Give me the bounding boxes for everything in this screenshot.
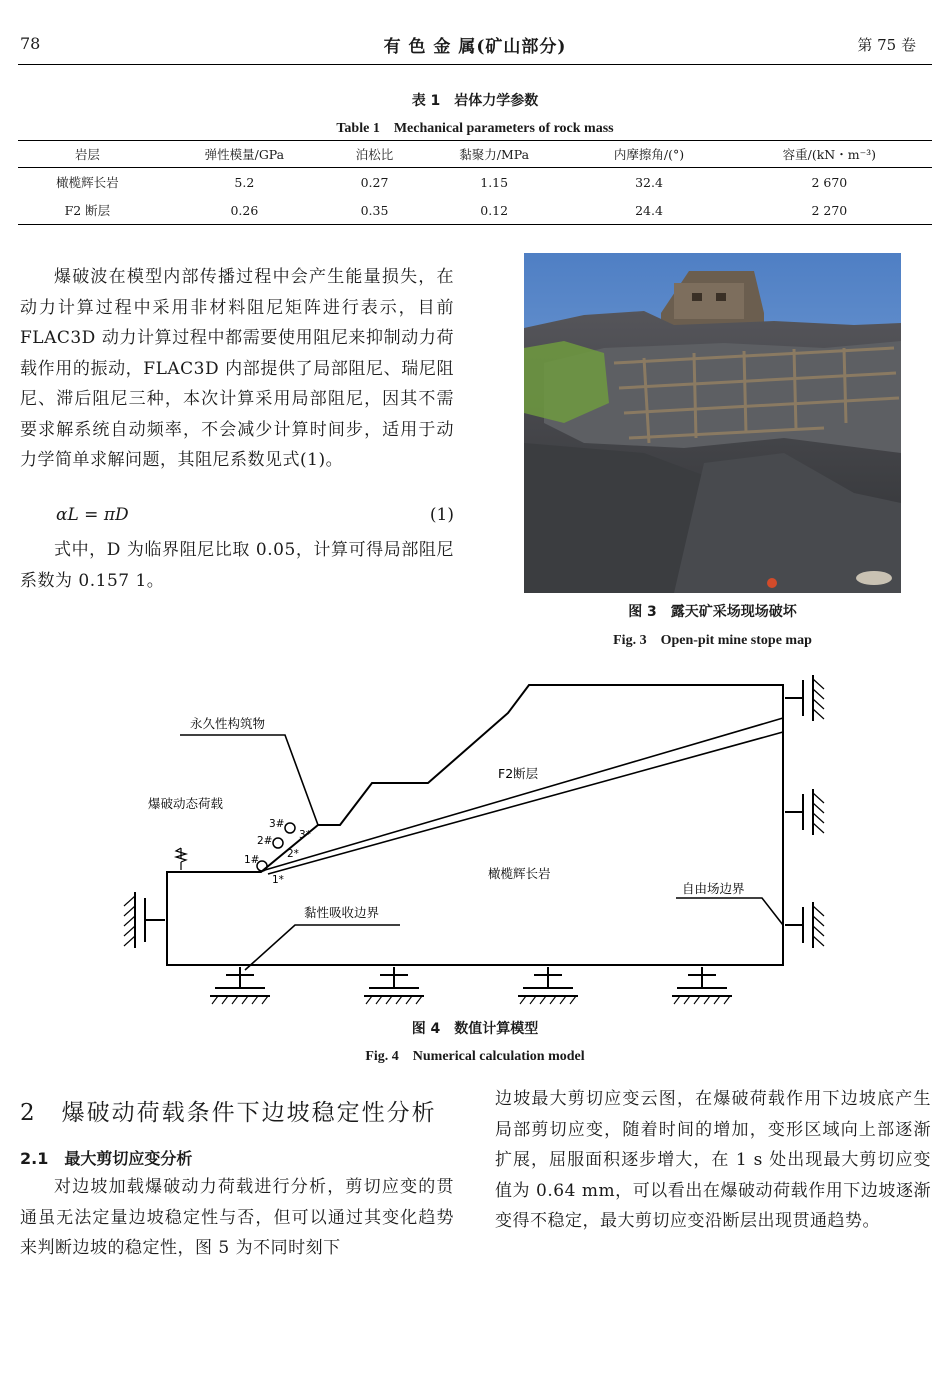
body-paragraph-shear-left (20, 1172, 454, 1264)
body-paragraph-damping (20, 262, 454, 476)
right-boundary-support-mid (785, 789, 824, 835)
label-point-2-star: 2* (287, 848, 299, 860)
table1-caption-cn: 表 1 岩体力学参数 (411, 93, 539, 109)
label-point-3: 3# (269, 818, 285, 830)
label-blast-load: 爆破动态荷载 (148, 796, 224, 811)
fault-line-upper (265, 718, 783, 870)
table-header-cell: 弹性模量/GPa (157, 141, 332, 168)
label-point-1-star: 1* (272, 874, 284, 886)
table1-caption-en: Table 1 Mechanical parameters of rock mass (336, 121, 614, 136)
leader-viscous-boundary (245, 925, 400, 970)
equation-formula: αL = πD (56, 505, 129, 525)
body-paragraph-coefficient (20, 535, 454, 596)
label-viscous-boundary: 黏性吸收边界 (304, 905, 380, 920)
table-cell: 32.4 (635, 174, 663, 190)
table-cell: F2 断层 (18, 196, 157, 225)
bottom-support-4 (672, 967, 732, 1004)
monitor-point-3 (285, 823, 295, 833)
table-header-cell: 黏聚力/MPa (417, 141, 571, 168)
leader-free-field (676, 898, 783, 925)
table-header-cell: 内摩擦角/(°) (571, 141, 726, 168)
label-f2-fault: F2断层 (498, 766, 539, 781)
label-permanent-building: 永久性构筑物 (190, 716, 266, 731)
table-cell: 24.4 (571, 196, 726, 225)
table-cell: 0.26 (157, 196, 332, 225)
label-point-1: 1# (244, 854, 260, 866)
table-cell: 0.35 (332, 196, 417, 225)
rock-parameters-table (18, 140, 932, 225)
table-cell: 0.12 (417, 196, 571, 225)
header-rule (18, 64, 932, 65)
label-point-3-star: 3* (299, 829, 311, 841)
bottom-support-3 (518, 967, 578, 1004)
leader-permanent-building (180, 735, 318, 825)
page-number: 78 (20, 34, 41, 53)
figure3-caption-en: Fig. 3 Open-pit mine stope map (613, 633, 812, 648)
section-heading: 2 爆破动荷载条件下边坡稳定性分析 (20, 1100, 437, 1126)
table-row (18, 168, 932, 197)
table-header-cell: 容重/(kN・m⁻³) (727, 141, 932, 168)
bottom-support-1 (210, 967, 270, 1004)
numerical-model-diagram (0, 670, 950, 1015)
table-header-row (18, 141, 932, 168)
table-cell: 橄榄辉长岩 (56, 175, 119, 190)
label-free-field: 自由场边界 (682, 881, 745, 896)
body-paragraph-shear-right: 边坡最大剪切应变云图，在爆破荷载作用下边坡底产生局部剪切应变，随着时间的增加，变形区域向上部逐渐扩展，屈服面积逐步增大，在 1 s 处出现最大剪切应变值为 0.64 mm，可以看出在爆破动荷载作用下边坡逐渐变得不稳定，最大剪切应变沿断层出现贯通趋势。 (495, 1089, 931, 1231)
fault-line-lower (268, 732, 783, 874)
figure3-caption-cn: 图 3 露天矿采场现场破坏 (628, 604, 797, 620)
volume-label: 第 75 卷 (857, 36, 916, 54)
table-row (18, 196, 932, 225)
right-boundary-support-bottom (785, 902, 824, 948)
left-boundary-support (124, 892, 165, 948)
table-header-cell: 泊松比 (332, 141, 417, 168)
figure4-caption-cn: 图 4 数值计算模型 (411, 1021, 539, 1037)
right-boundary-support-top (785, 675, 824, 721)
table-cell: 1.15 (480, 174, 509, 190)
subsection-heading: 2.1 最大剪切应变分析 (20, 1149, 193, 1168)
monitor-point-2 (273, 838, 283, 848)
paragraph-text: 对边坡加载爆破动力荷载进行分析，剪切应变的贯通虽无法定量边坡稳定性与否，但可以通过其变化趋势来判断边坡的稳定性，图 5 为不同时刻下 (20, 1177, 454, 1258)
table-header-cell: 岩层 (18, 141, 157, 168)
label-rock: 橄榄辉长岩 (488, 866, 551, 881)
journal-title: 有 色 金 属(矿山部分) (383, 37, 567, 57)
label-point-2: 2# (257, 835, 273, 847)
table-cell: 2 670 (811, 174, 848, 190)
paragraph-text: 式中，D 为临界阻尼比取 0.05，计算可得局部阻尼系数为 0.157 1。 (20, 540, 454, 591)
paragraph-text: 爆破波在模型内部传播过程中会产生能量损失，在动力计算过程中采用非材料阻尼矩阵进行表示，目前 FLAC3D 动力计算过程中都需要使用阻尼来抑制动力荷载作用的振动，FLAC3D 内部提供了局部阻尼、瑞尼阻尼、滞后阻尼三种，本次计算采用局部阻尼，因其不需要求解系统自动频率，不会减少计算时间步，适用于动力学简单求解问题，其阻尼系数见式(1)。 (20, 267, 454, 470)
table-cell: 0.27 (360, 174, 389, 190)
table-cell: 2 270 (727, 196, 932, 225)
bottom-support-2 (364, 967, 424, 1004)
figure4-caption-en: Fig. 4 Numerical calculation model (365, 1049, 585, 1064)
table-cell: 5.2 (234, 174, 255, 190)
open-pit-mine-photo (524, 253, 901, 593)
equation-number: (1) (429, 505, 454, 525)
